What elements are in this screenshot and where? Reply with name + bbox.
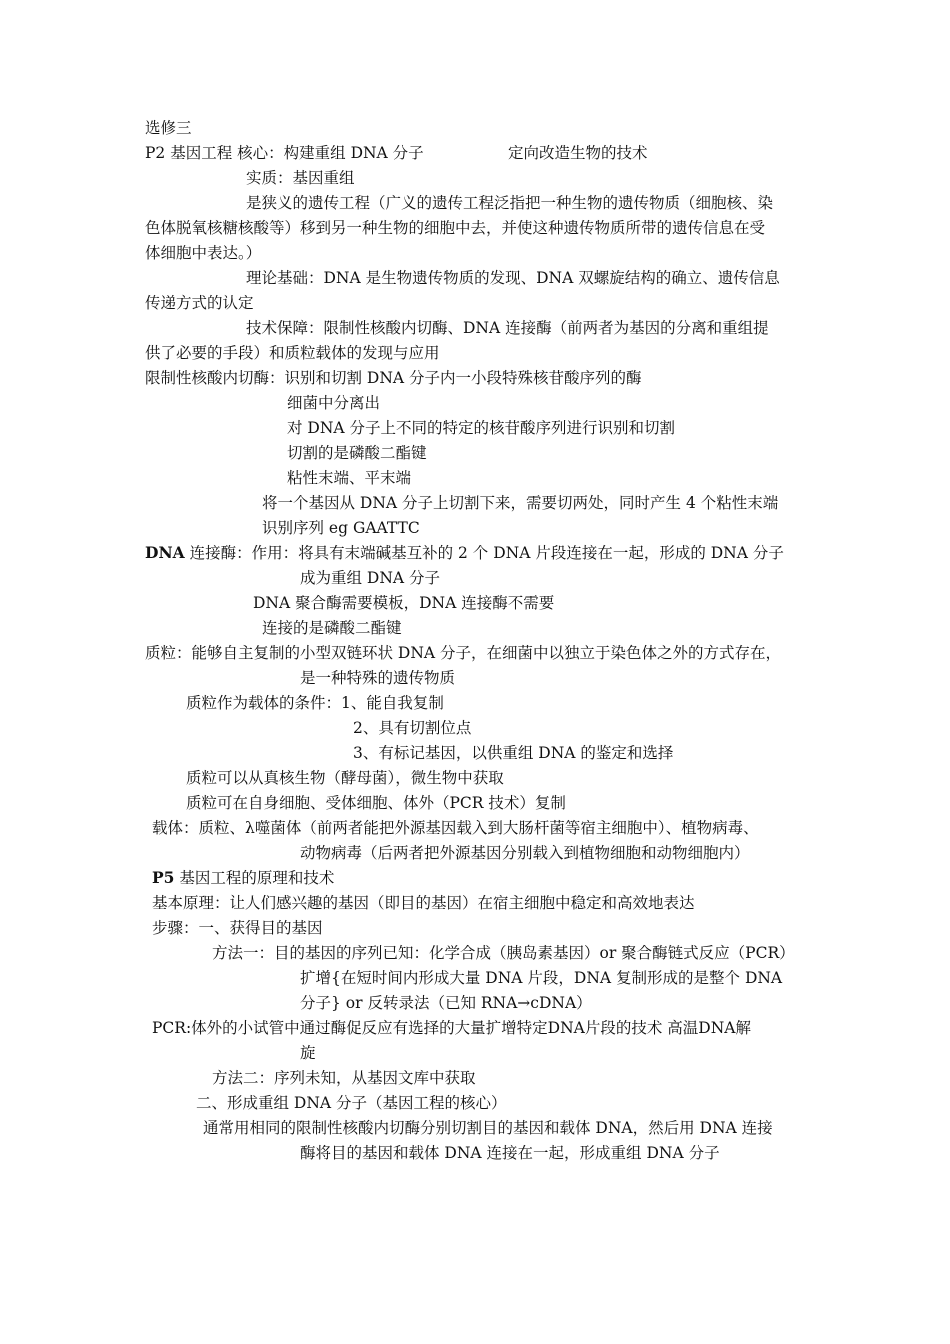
text-line: P2 基因工程 核心：构建重组 DNA 分子 [145,144,424,162]
text-line: 定向改造生物的技术 [508,144,648,162]
text-line: 切割的是磷酸二酯键 [287,444,427,462]
text-line: 细菌中分离出 [287,394,381,412]
text-line: 3、有标记基因，以供重组 DNA 的鉴定和选择 [353,744,674,762]
line-text: 连接酶：作用：将具有末端碱基互补的 2 个 DNA 片段连接在一起，形成的 DNA 分子 [184,544,784,562]
text-line: 旋 [300,1044,316,1062]
text-line: 二、形成重组 DNA 分子（基因工程的核心） [196,1094,507,1112]
text-line: 载体：质粒、λ噬菌体（前两者能把外源基因载入到大肠杆菌等宿主细胞中）、植物病毒、 [152,819,759,837]
line-text: 基因工程的原理和技术 [174,869,335,887]
bold-term: P5 [152,868,175,887]
text-line: 方法一：目的基因的序列已知：化学合成（胰岛素基因）or 聚合酶链式反应（PCR） [212,944,795,962]
text-line: 质粒：能够自主复制的小型双链环状 DNA 分子，在细菌中以独立于染色体之外的方式存在， [145,644,782,662]
text-line: 步骤：一、获得目的基因 [152,919,323,937]
text-line: 理论基础：DNA 是生物遗传物质的发现、DNA 双螺旋结构的确立、遗传信息 [246,269,780,287]
text-line: 动物病毒（后两者把外源基因分别载入到植物细胞和动物细胞内） [300,844,750,862]
text-line: 扩增{在短时间内形成大量 DNA 片段，DNA 复制形成的是整个 DNA [300,969,783,987]
text-line: 粘性末端、平末端 [287,469,412,487]
text-line: 是狭义的遗传工程（广义的遗传工程泛指把一种生物的遗传物质（细胞核、染 [246,194,774,212]
text-line: 基本原理：让人们感兴趣的基因（即目的基因）在宿主细胞中稳定和高效地表达 [152,894,695,912]
text-line: 对 DNA 分子上不同的特定的核苷酸序列进行识别和切割 [287,419,676,437]
text-line: 2、具有切割位点 [353,719,472,737]
text-line: 体细胞中表达。） [145,244,262,262]
text-line: 是一种特殊的遗传物质 [300,669,456,687]
text-line: 成为重组 DNA 分子 [300,569,441,587]
text-line: 酶将目的基因和载体 DNA 连接在一起，形成重组 DNA 分子 [300,1144,720,1162]
text-line [145,541,784,565]
text-line: 方法二：序列未知，从基因文库中获取 [212,1069,476,1087]
text-line: 实质：基因重组 [246,169,355,187]
text-line [152,866,334,890]
text-line: 限制性核酸内切酶：识别和切割 DNA 分子内一小段特殊核苷酸序列的酶 [145,369,642,387]
text-line: 质粒可在自身细胞、受体细胞、体外（PCR 技术）复制 [186,794,566,812]
text-line: 将一个基因从 DNA 分子上切割下来，需要切两处，同时产生 4 个粘性末端 [262,494,779,512]
page-heading: 选修三 [145,119,192,137]
text-line: 色体脱氧核糖核酸等）移到另一种生物的细胞中去，并使这种遗传物质所带的遗传信息在受 [145,219,766,237]
text-line: 技术保障：限制性核酸内切酶、DNA 连接酶（前两者为基因的分离和重组提 [246,319,769,337]
text-line: 质粒可以从真核生物（酵母菌），微生物中获取 [186,769,504,787]
text-line: 分子} or 反转录法（已知 RNA→cDNA） [300,994,592,1012]
bold-term: DNA [145,543,185,562]
text-line: 连接的是磷酸二酯键 [262,619,402,637]
text-line: 供了必要的手段）和质粒载体的发现与应用 [145,344,440,362]
text-line: 质粒作为载体的条件：1、能自我复制 [186,694,444,712]
text-line: PCR:体外的小试管中通过酶促反应有选择的大量扩增特定DNA片段的技术 高温DNA解 [152,1019,751,1037]
text-line: 传递方式的认定 [145,294,254,312]
text-line: 通常用相同的限制性核酸内切酶分别切割目的基因和载体 DNA，然后用 DNA 连接 [203,1119,773,1137]
text-line: DNA 聚合酶需要模板，DNA 连接酶不需要 [253,594,555,612]
text-line: 识别序列 eg GAATTC [262,519,420,537]
